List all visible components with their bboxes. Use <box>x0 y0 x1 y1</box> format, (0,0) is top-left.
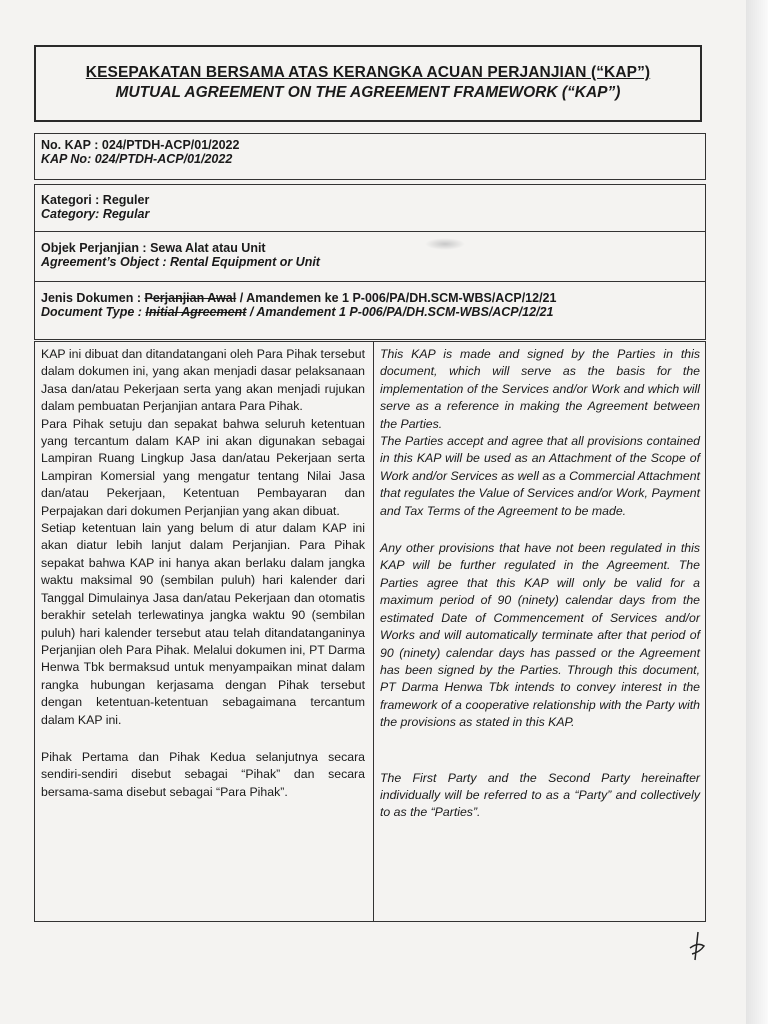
document-type-en <box>41 305 705 319</box>
object-id: Objek Perjanjian : Sewa Alat atau Unit <box>41 241 266 255</box>
category-row <box>35 185 705 232</box>
indonesian-paragraph-1: KAP ini dibuat dan ditandatangani oleh Para Pihak tersebut dalam dokumen ini, yang akan menjadi dasar pelaksanaan Jasa dan/atau Pekerjaan serta yang akan menjadi rujukan dalam pembuatan Perjanjian antara Para Pihak. <box>41 347 365 414</box>
kap-number-box <box>34 133 706 180</box>
document-type-en-rest: / Amandement 1 P-006/PA/DH.SCM-WBS/ACP/12/21 <box>246 305 554 319</box>
english-paragraph-3: Any other provisions that have not been regulated in this KAP will be further regulated in the Agreement. The Parties agree that this KAP will only be valid for a maximum period of 90 (ninety) calendar days from the estimated Date of Commencement of Services and/or Works and will automatically terminate after that period of 90 (ninety) calendar days has passed or the Agreement has been signed by the Parties. Through this document, PT Darma Henwa Tbk intends to convey interest in the framework of a cooperative relationship with the Party with the provisions as stated in this KAP. <box>380 541 700 730</box>
english-paragraph-4: The First Party and the Second Party hereinafter individually will be referred to as a “Party” and collectively to as the “Parties”. <box>380 770 700 820</box>
indonesian-paragraph-2: Para Pihak setuju dan sepakat bahwa seluruh ketentuan yang tercantum dalam KAP ini akan digunakan sebagai Lampiran Ruang Lingkup Jasa dan/atau Pekerjaan serta Lampiran Komersial yang mengatur tentang Nilai Jasa dan/atau Pekerjaan, Ketentuan Pembayaran dan Perpajakan dari dokumen Perjanjian yang akan dibuat. <box>41 416 365 518</box>
document-type-id-rest: / Amandemen ke 1 P-006/PA/DH.SCM-WBS/ACP/12/21 <box>236 291 557 305</box>
body-table <box>34 341 706 922</box>
document-type-row <box>35 282 705 339</box>
object-row <box>35 232 705 282</box>
scan-smudge <box>425 238 465 250</box>
kap-number-en: KAP No: 024/PTDH-ACP/01/2022 <box>41 152 233 166</box>
category-id: Kategori : Reguler <box>41 193 150 207</box>
page-edge <box>746 0 768 1024</box>
english-column <box>380 346 700 822</box>
document-type-id-label: Jenis Dokumen : <box>41 291 145 305</box>
title-english: MUTUAL AGREEMENT ON THE AGREEMENT FRAMEWORK (“KAP”) <box>115 84 621 101</box>
title-box <box>34 45 702 122</box>
document-type-en-label: Document Type : <box>41 305 146 319</box>
title-indonesian: KESEPAKATAN BERSAMA ATAS KERANGKA ACUAN PERJANJIAN (“KAP”) <box>85 64 651 81</box>
document-type-en-struck: Initial Agreement <box>145 305 247 319</box>
category-en: Category: Regular <box>41 207 150 221</box>
object-en: Agreement’s Object : Rental Equipment or Unit <box>41 255 320 269</box>
paraf-initial-mark <box>686 930 708 964</box>
document-type-id <box>41 291 705 305</box>
indonesian-column <box>41 346 365 801</box>
meta-box <box>34 184 706 340</box>
indonesian-paragraph-3: Setiap ketentuan lain yang belum di atur dalam KAP ini akan diatur lebih lanjut dalam Perjanjian. Para Pihak sepakat bahwa KAP ini hanya akan berlaku dalam jangka waktu maksimal 90 (sembilan puluh) hari kalender dari Tanggal Dimulainya Jasa dan/atau Pekerjaan dan otomatis berakhir setelah terlewatinya jangka waktu 90 (sembilan puluh) hari kalender tersebut atau telah ditandatanganinya Perjanjian oleh Para Pihak. Melalui dokumen ini, PT Darma Henwa Tbk bermaksud untuk menyampaikan minat dalam rangka hubungan kerjasama dengan Pihak tersebut dengan ketentuan-ketentuan sebagaimana tercantum dalam KAP ini. <box>41 521 365 727</box>
english-paragraph-2: The Parties accept and agree that all provisions contained in this KAP will be used as an Attachment of the Scope of Work and/or Services as well as a Commercial Attachment that regulates the Value of Services and/or Work, Payment and Tax Terms of the Agreement to be made. <box>380 434 700 518</box>
document-type-id-struck: Perjanjian Awal <box>144 291 237 305</box>
indonesian-paragraph-4: Pihak Pertama dan Pihak Kedua selanjutnya secara sendiri-sendiri disebut sebagai “Pihak” dan secara bersama-sama disebut sebagai “Para Pihak”. <box>41 749 365 799</box>
english-paragraph-1: This KAP is made and signed by the Parties in this document, which will serve as the basis for the implementation of the Services and/or Work and which will serve as a reference in making the Agreement between the Parties. <box>380 347 700 431</box>
column-divider <box>373 342 374 921</box>
kap-number-id: No. KAP : 024/PTDH-ACP/01/2022 <box>41 138 240 152</box>
